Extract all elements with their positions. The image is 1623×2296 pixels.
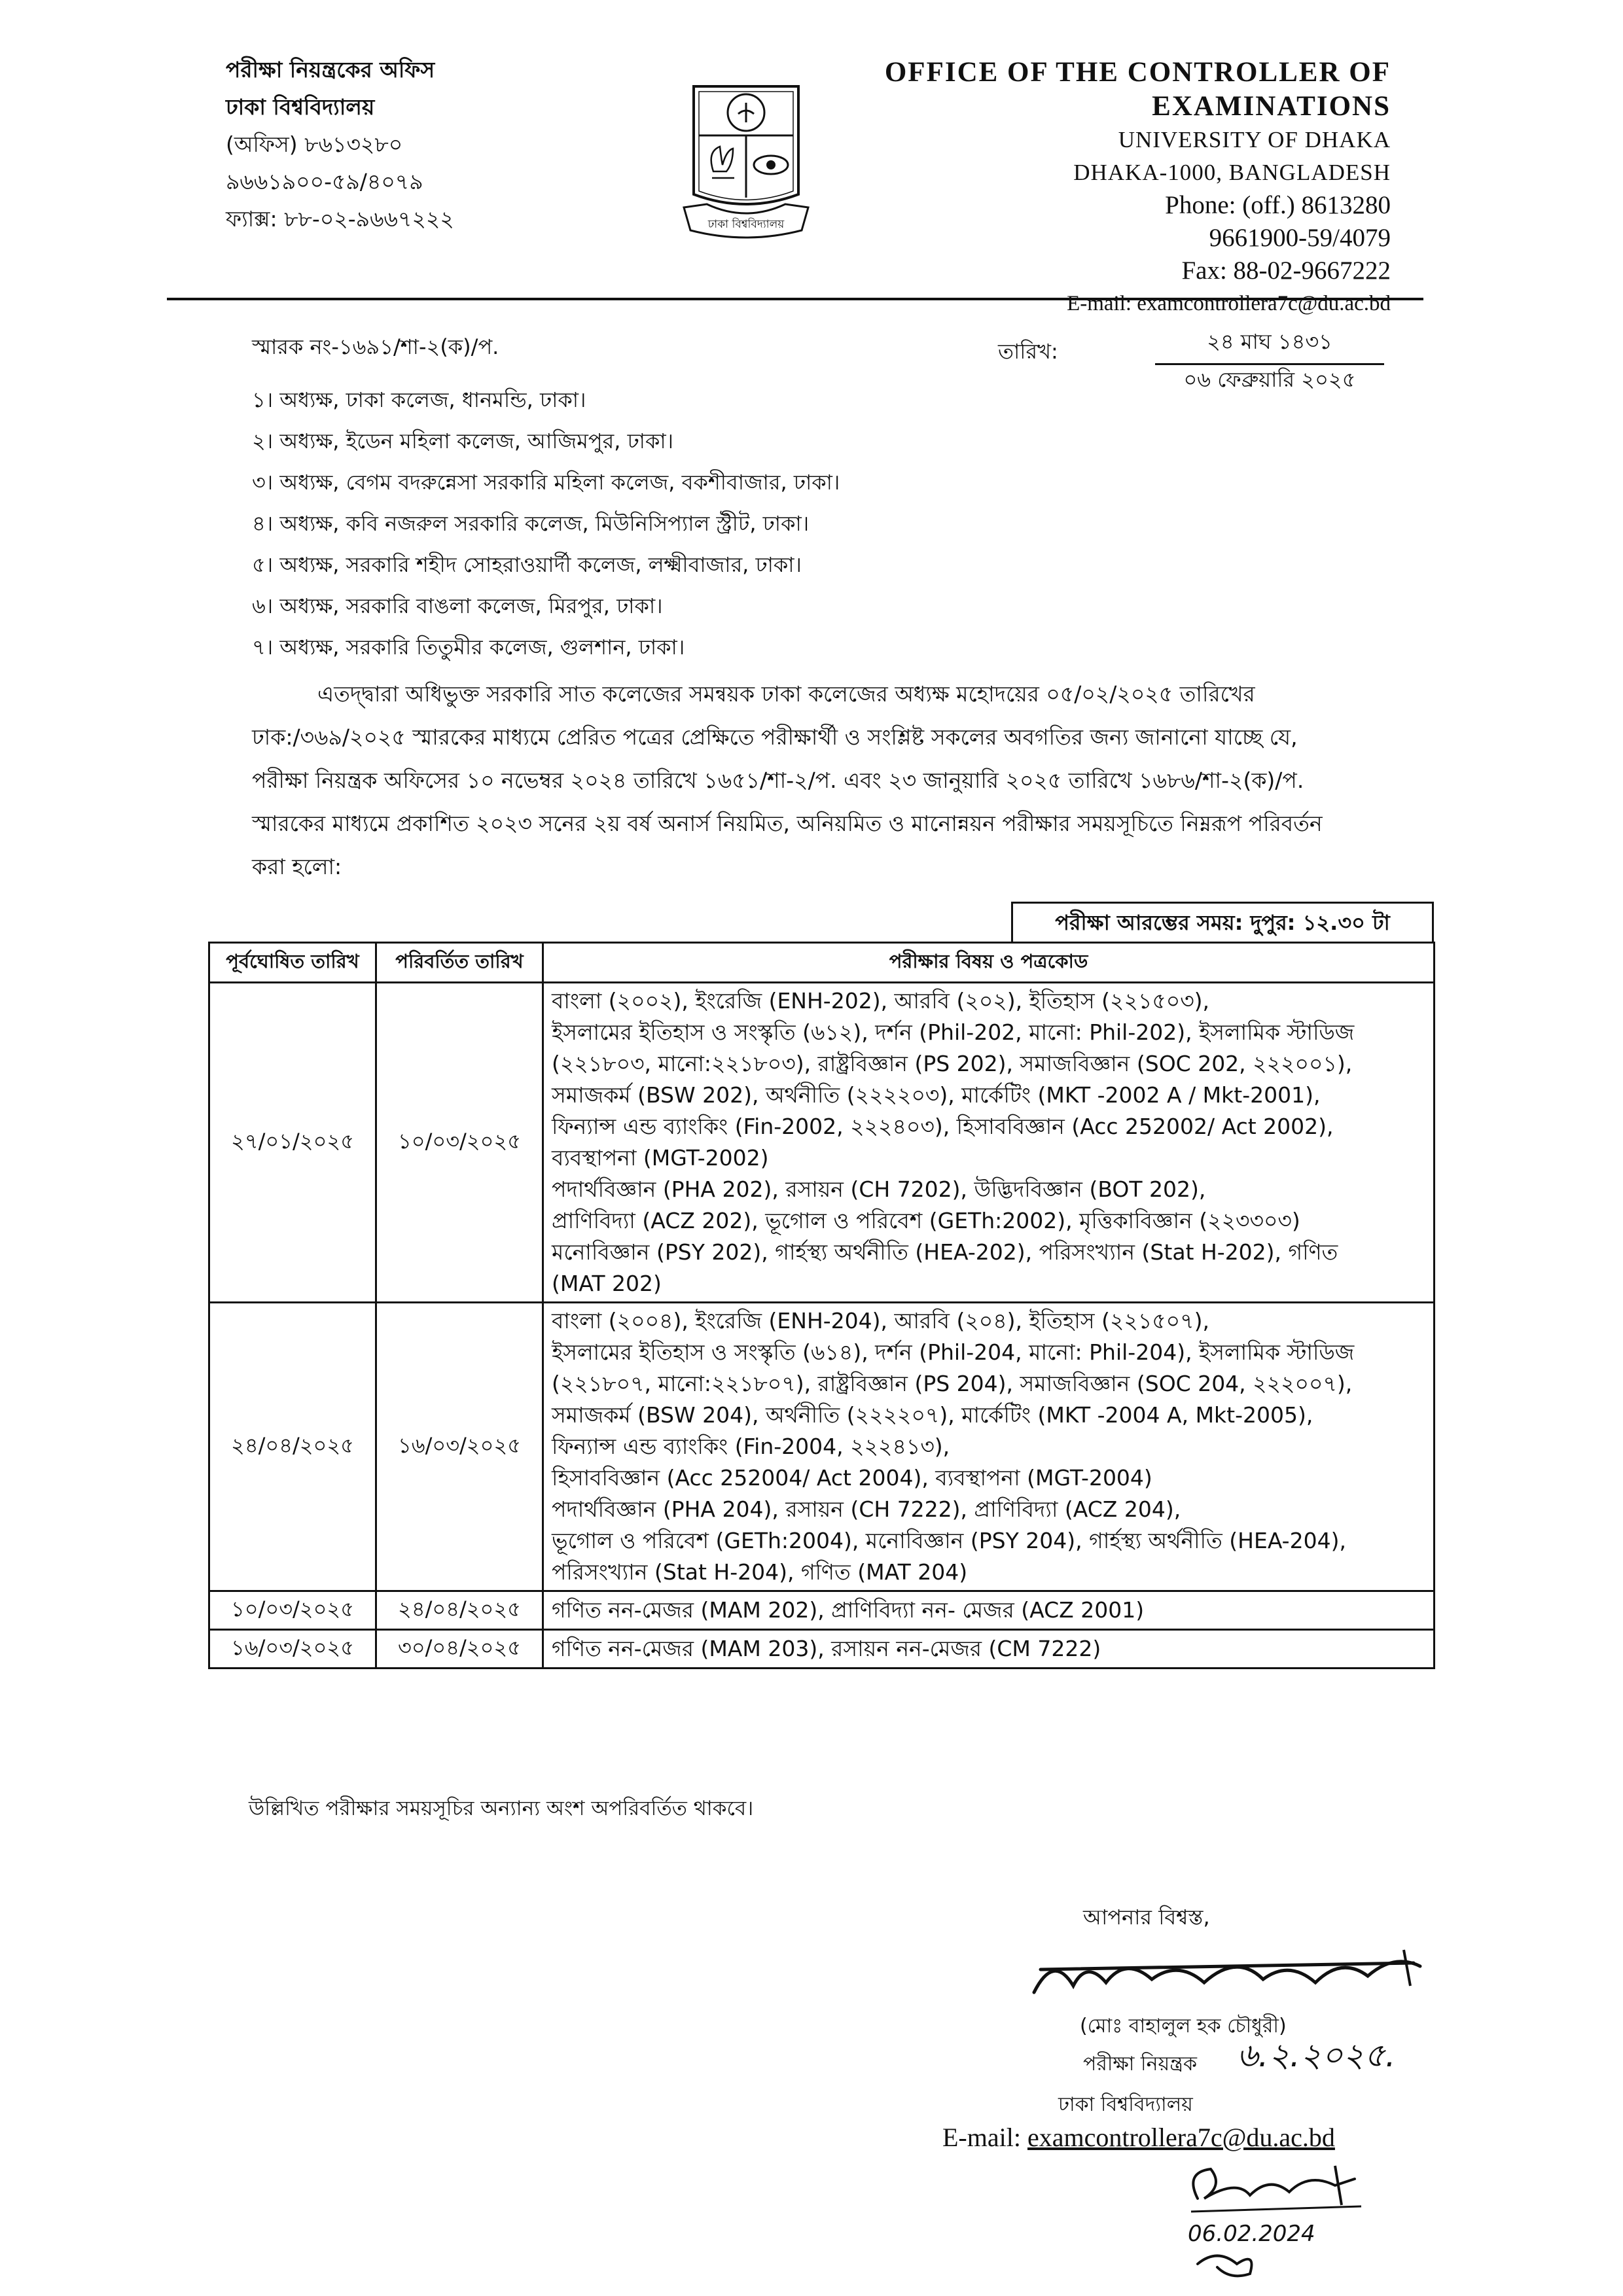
recipient-list: [252, 380, 840, 668]
subjects-cell: [543, 1303, 1435, 1591]
fax-bn: ফ্যাক্স: ৮৮-০২-৯৬৬৭২২২: [226, 206, 454, 232]
university-name-en: UNIVERSITY OF DHAKA: [1118, 127, 1391, 152]
old-date-cell: ১৬/০৩/২০২৫: [209, 1630, 376, 1669]
phone-bn: ৯৬৬১৯০০-৫৯/৪০৭৯: [226, 169, 423, 194]
subjects-cell: [543, 1591, 1435, 1630]
subject-line: (২২১৮০৩, মানো:২২১৮০৩), রাষ্ট্রবিজ্ঞান (PS 202), সমাজবিজ্ঞান (SOC 202, ২২২০০১),: [552, 1051, 1353, 1076]
table-row: [209, 1630, 1435, 1669]
date-gregorian: ০৬ ফেব্রুয়ারি ২০২৫: [1183, 367, 1356, 392]
email-en: E-mail: examcontrollera7c@du.ac.bd: [1067, 292, 1391, 315]
memo-number: স্মারক নং-১৬৯১/শা-২(ক)/প.: [252, 334, 499, 359]
subject-line: (২২১৮০৭, মানো:২২১৮০৭), রাষ্ট্রবিজ্ঞান (PS 204), সমাজবিজ্ঞান (SOC 204, ২২২০০৭),: [552, 1371, 1353, 1396]
new-date-cell: ৩০/০৪/২০২৫: [376, 1630, 543, 1669]
date-label: তারিখ:: [998, 339, 1058, 364]
old-date-cell: ২৪/০৪/২০২৫: [209, 1303, 376, 1591]
header-new-date: পরিবর্তিত তারিখ: [376, 943, 543, 983]
handwritten-date-icon: [1234, 2028, 1456, 2081]
recipient-item: ৫। অধ্যক্ষ, সরকারি শহীদ সোহরাওয়ার্দী কলেজ, লক্ষ্মীবাজার, ঢাকা।: [252, 552, 802, 577]
address-en: DHAKA-1000, BANGLADESH: [1073, 160, 1391, 185]
email-link[interactable]: examcontrollera7c@du.ac.bd: [1027, 2123, 1335, 2152]
table-header-row: [209, 943, 1435, 983]
table-row: [209, 1303, 1435, 1591]
subject-line: পদার্থবিজ্ঞান (PHA 204), রসায়ন (CH 7222), প্রাণিবিদ্যা (ACZ 204),: [552, 1496, 1181, 1522]
seal-caption: ঢাকা বিশ্ববিদ্যালয়: [707, 218, 785, 231]
exam-start-time: পরীক্ষা আরম্ভের সময়: দুপুর: ১২.৩০ টা: [1011, 902, 1434, 944]
subject-line: ব্যবস্থাপনা (MGT-2002): [552, 1145, 769, 1171]
table-row: [209, 983, 1435, 1303]
email-label: E-mail:: [942, 2123, 1027, 2152]
paragraph-line: ঢাক:/৩৬৯/২০২৫ স্মারকের মাধ্যমে প্রেরিত পত্রের প্রেক্ষিতে পরীক্ষার্থী ও সংশ্লিষ্ট সকলের অবগতির জন্য জানানো যাচ্ছে যে,: [252, 724, 1298, 750]
footnote: উল্লিখিত পরীক্ষার সময়সূচির অন্যান্য অংশ অপরিবর্তিত থাকবে।: [249, 1797, 754, 1820]
university-seal-icon: [681, 73, 812, 243]
subject-line: (MAT 202): [552, 1271, 662, 1296]
subject-line: হিসাববিজ্ঞান (Acc 252004/ Act 2004), ব্যবস্থাপনা (MGT-2004): [552, 1465, 1152, 1491]
recipient-item: ৩। অধ্যক্ষ, বেগম বদরুন্নেসা সরকারি মহিলা কলেজ, বকশীবাজার, ঢাকা।: [252, 470, 840, 495]
office-name-bn: পরীক্ষা নিয়ন্ত্রকের অফিস: [226, 57, 435, 82]
office-name-en: OFFICE OF THE CONTROLLER OF: [884, 57, 1391, 88]
handwritten-signature-icon: [1027, 1947, 1433, 2005]
recipient-item: ৭। অধ্যক্ষ, সরকারি তিতুমীর কলেজ, গুলশান, ঢাকা।: [252, 635, 685, 660]
subject-line: ভূগোল ও পরিবেশ (GETh:2004), মনোবিজ্ঞান (PSY 204), গার্হস্থ্য অর্থনীতি (HEA-204),: [552, 1528, 1346, 1553]
office-phone-bn: (অফিস) ৮৬১৩২৮০: [226, 132, 403, 157]
recipient-item: ৪। অধ্যক্ষ, কবি নজরুল সরকারি কলেজ, মিউনিসিপ্যাল স্ট্রীট, ঢাকা।: [252, 511, 810, 536]
subject-line: বাংলা (২০০৪), ইংরেজি (ENH-204), আরবি (২০৪), ইতিহাস (২২১৫০৭),: [552, 1308, 1209, 1333]
new-date-cell: ১০/০৩/২০২৫: [376, 983, 543, 1303]
signatory-email: [942, 2122, 1335, 2153]
body-paragraph: [252, 673, 1430, 889]
recipient-item: ২। অধ্যক্ষ, ইডেন মহিলা কলেজ, আজিমপুর, ঢাকা।: [252, 429, 674, 453]
header-old-date: পূর্বঘোষিত তারিখ: [209, 943, 376, 983]
new-date-cell: ২৪/০৪/২০২৫: [376, 1591, 543, 1630]
header-left: [226, 51, 454, 238]
header-subjects: পরীক্ষার বিষয় ও পত্রকোড: [543, 943, 1435, 983]
recipient-item: ১। অধ্যক্ষ, ঢাকা কলেজ, ধানমন্ডি, ঢাকা।: [252, 387, 586, 412]
handwritten-date: ৬.২.২০২৫.: [1237, 2036, 1396, 2074]
fax-en: Fax: 88-02-9667222: [1181, 256, 1391, 285]
subject-line: পরিসংখ্যান (Stat H-204), গণিত (MAT 204): [552, 1559, 968, 1585]
subject-line: পদার্থবিজ্ঞান (PHA 202), রসায়ন (CH 7202), উদ্ভিদবিজ্ঞান (BOT 202),: [552, 1176, 1206, 1202]
subject-line: বাংলা (২০০২), ইংরেজি (ENH-202), আরবি (২০২), ইতিহাস (২২১৫০৩),: [552, 988, 1210, 1014]
subject-line: প্রাণিবিদ্যা (ACZ 202), ভূগোল ও পরিবেশ (GETh:2002), মৃত্তিকাবিজ্ঞান (২২৩৩০৩): [552, 1208, 1300, 1233]
paragraph-line: স্মারকের মাধ্যমে প্রকাশিত ২০২৩ সনের ২য় বর্ষ অনার্স নিয়মিত, অনিয়মিত ও মানোন্নয়ন পরীক্ষার সময়সূচিতে নিম্নরূপ পরিবর্তন: [252, 811, 1323, 836]
header-divider: [167, 298, 1423, 300]
subject-line: সমাজকর্ম (BSW 202), অর্থনীতি (২২২২০৩), মার্কেটিং (MKT -2002 A / Mkt-2001),: [552, 1082, 1321, 1108]
subject-line: ইসলামের ইতিহাস ও সংস্কৃতি (৬১২), দর্শন (Phil-202, মানো: Phil-202), ইসলামিক স্টাডিজ: [552, 1019, 1355, 1045]
closing-yours: আপনার বিশ্বস্ত,: [1083, 1905, 1210, 1930]
subjects-cell: [543, 1630, 1435, 1669]
subject-line: সমাজকর্ম (BSW 204), অর্থনীতি (২২২২০৭), মার্কেটিং (MKT -2004 A, Mkt-2005),: [552, 1402, 1313, 1428]
schedule-table: [208, 942, 1435, 1669]
office-name-en-2: EXAMINATIONS: [1152, 91, 1391, 122]
paragraph-line: করা হলো:: [252, 854, 342, 879]
phone2-en: 9661900-59/4079: [1209, 224, 1391, 252]
recipient-item: ৬। অধ্যক্ষ, সরকারি বাঙলা কলেজ, মিরপুর, ঢাকা।: [252, 593, 663, 618]
new-date-cell: ১৬/০৩/২০২৫: [376, 1303, 543, 1591]
subjects-cell: [543, 983, 1435, 1303]
paragraph-line: পরীক্ষা নিয়ন্ত্রক অফিসের ১০ নভেম্বর ২০২৪ তারিখে ১৬৫১/শা-২/প. এবং ২৩ জানুয়ারি ২০২৫ তারিখে ১৬৮৬/শা-২(ক)/প.: [252, 768, 1304, 793]
phone-en: Phone: (off.) 8613280: [1165, 191, 1391, 219]
signatory-title: পরীক্ষা নিয়ন্ত্রক: [1083, 2053, 1197, 2075]
signatory-name: (মোঃ বাহালুল হক চৌধুরী): [1080, 2015, 1287, 2038]
subject-line: মনোবিজ্ঞান (PSY 202), গার্হস্থ্য অর্থনীতি (HEA-202), পরিসংখ্যান (Stat H-202), গণিত: [552, 1239, 1338, 1265]
initial-date: 06.02.2024: [1188, 2221, 1315, 2247]
subject-line: গণিত নন-মেজর (MAM 202), প্রাণিবিদ্যা নন- মেজর (ACZ 2001): [552, 1597, 1145, 1623]
subject-line: ফিন্যান্স এন্ড ব্যাংকিং (Fin-2004, ২২২৪১৩),: [552, 1434, 950, 1459]
header-right: [885, 56, 1391, 320]
university-name-bn: ঢাকা বিশ্ববিদ্যালয়: [226, 94, 375, 120]
paragraph-line: এতদ্দ্বারা অধিভুক্ত সরকারি সাত কলেজের সমন্বয়ক ঢাকা কলেজের অধ্যক্ষ মহোদয়ের ০৫/০২/২০২৫ তারিখের: [317, 681, 1255, 707]
old-date-cell: ১০/০৩/২০২৫: [209, 1591, 376, 1630]
signatory-office: ঢাকা বিশ্ববিদ্যালয়: [1058, 2093, 1193, 2116]
subject-line: ফিন্যান্স এন্ড ব্যাংকিং (Fin-2002, ২২২৪০৩), হিসাববিজ্ঞান (Acc 252002/ Act 2002),: [552, 1114, 1334, 1139]
handwritten-initials-icon: [1178, 2159, 1374, 2284]
old-date-cell: ২৭/০১/২০২৫: [209, 983, 376, 1303]
date-bangla: ২৪ মাঘ ১৪৩১: [1155, 325, 1384, 365]
subject-line: ইসলামের ইতিহাস ও সংস্কৃতি (৬১৪), দর্শন (Phil-204, মানো: Phil-204), ইসলামিক স্টাডিজ: [552, 1339, 1355, 1365]
table-row: [209, 1591, 1435, 1630]
subject-line: গণিত নন-মেজর (MAM 203), রসায়ন নন-মেজর (CM 7222): [552, 1636, 1101, 1661]
